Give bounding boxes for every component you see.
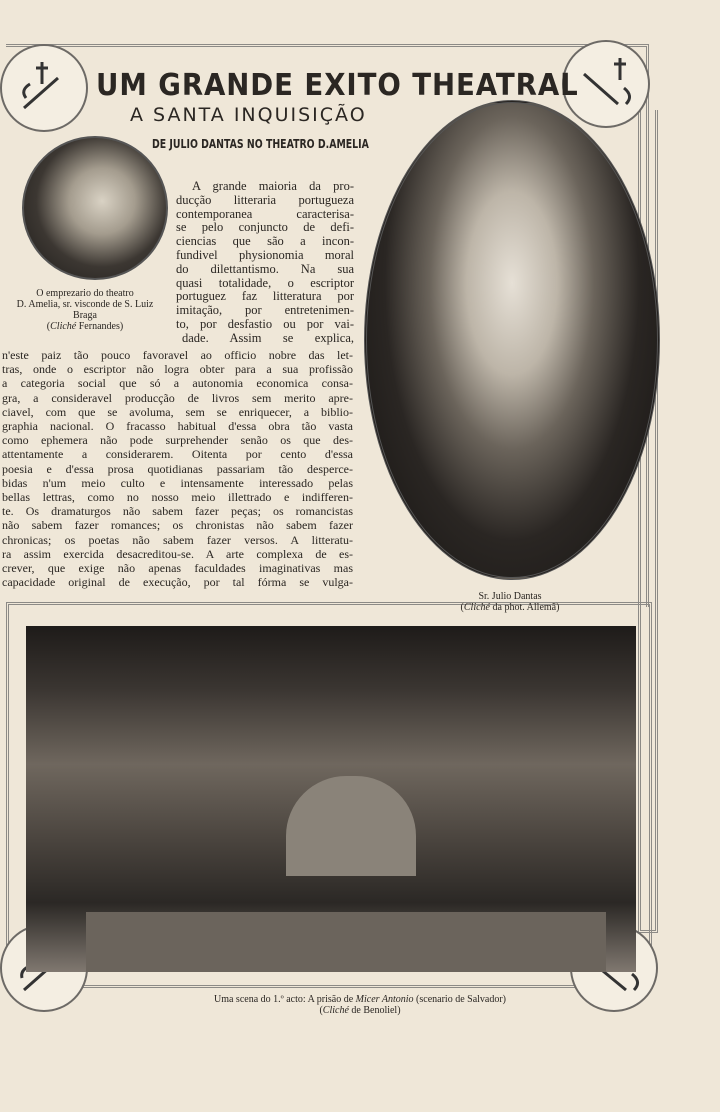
text-line: não sabem fazer romances; os chronistas não sabem fazer (2, 518, 353, 533)
credit-name: Fernandes (78, 321, 120, 332)
text-line: bidas n'um meio culto e intensamente interessado pelas (2, 475, 353, 490)
stage-floor (86, 912, 606, 972)
credit-label: Cliché (463, 602, 490, 613)
text-line: ciavel, com que se avoluma, sem se enriquecer, a biblio- (2, 404, 353, 419)
text-line: attentamente a considerarem. Oitenta por cento d'essa (2, 447, 353, 462)
text-line: crever, que exige não apenas faculdades imaginativas mas (2, 561, 353, 576)
text-line: quasi totalidade, o escriptor (176, 275, 354, 290)
text-line: capacidade original de execução, por tal fórma se vulga- (2, 575, 353, 590)
text-line: chronicas; os poetas não sabem fazer versos. A litteratu- (2, 532, 353, 547)
cross-dagger-medallion (0, 44, 88, 132)
text-line: graphia nacional. O fracasso habitual d'essa obra tão vasta (2, 419, 353, 434)
text-line: bellas lettras, como no nosso meio illettrado e indifferen- (2, 490, 353, 505)
text-line: fundivel physionomia moral (176, 247, 354, 262)
caption-italic: Micer Antonio (355, 994, 414, 1005)
article-wide (2, 348, 353, 589)
text-line: A grande maioria da pro- (192, 179, 354, 193)
text-line: ducção litteraria portugueza (176, 192, 354, 207)
caption-line (100, 994, 620, 1005)
byline: DE JULIO DANTAS NO THEATRO D.AMELIA (152, 137, 369, 151)
credit-label: Cliché (50, 321, 77, 332)
subheadline: A SANTA INQUISIÇÃO (130, 104, 367, 126)
empresario-portrait (22, 136, 168, 280)
text-line: te. Os dramaturgos não sabem fazer peças; os romancistas (2, 504, 353, 519)
text-line: n'este paiz tão pouco favoravel ao officio nobre das let- (2, 348, 353, 362)
credit-name: de Benoliel (351, 1005, 398, 1016)
text-line: contemporanea caracterisa- (176, 206, 354, 221)
article-column (176, 180, 354, 346)
text-line: ra assim exercida desacreditou-se. A arte complexa de es- (2, 546, 353, 561)
text-line: ciencias que são a incon- (176, 234, 354, 249)
caption-line: D. Amelia, sr. visconde de S. Luiz (16, 299, 154, 310)
text-line: do dilettantismo. Na sua (176, 261, 354, 276)
text-line: a categoria social que só a autonomia economica consa- (2, 376, 353, 391)
photo-credit: (Cliché da phot. Allemã) (460, 602, 560, 613)
photo-credit: (Cliché Fernandes) (46, 321, 124, 332)
caption-text: (scenario de Salvador) (413, 994, 507, 1005)
theatre-scene-photo (26, 626, 636, 972)
caption-line: Sr. Julio Dantas (478, 591, 542, 602)
dantas-caption (410, 591, 610, 613)
caption-text: Uma scena do 1.º acto: A prisão de (213, 994, 356, 1005)
caption-line: O emprezario do theatro (36, 288, 134, 299)
text-line: poesia e d'essa prosa quotidianas passariam tão desperce- (2, 461, 353, 476)
scene-caption (100, 994, 620, 1016)
text-line: dade. Assim se explica, (182, 330, 354, 345)
text-line: como ephemera não pode surprehender senão os que des- (2, 433, 353, 448)
text-line: tras, onde o escriptor não logra obter para a sua profissão (2, 362, 353, 377)
headline: UM GRANDE EXITO THEATRAL (96, 68, 579, 103)
text-line: se pelo conjuncto de defi- (176, 220, 354, 235)
credit-label: Cliché (322, 1005, 349, 1016)
text-line: to, por desfastio ou por vai- (176, 316, 354, 331)
stage-backdrop (286, 776, 416, 876)
text-line: portuguez faz litteratura por (176, 289, 354, 304)
caption-line: Braga (73, 310, 97, 321)
text-line: gra, a consideravel producção de livros sem merito apre- (2, 390, 353, 405)
empresario-caption (0, 288, 170, 332)
credit-name: da phot. Allemã (492, 602, 557, 613)
text-line: imitação, por entretenimen- (176, 303, 354, 318)
photo-credit: (Cliché de Benoliel) (319, 1005, 401, 1016)
julio-dantas-portrait (364, 100, 660, 580)
